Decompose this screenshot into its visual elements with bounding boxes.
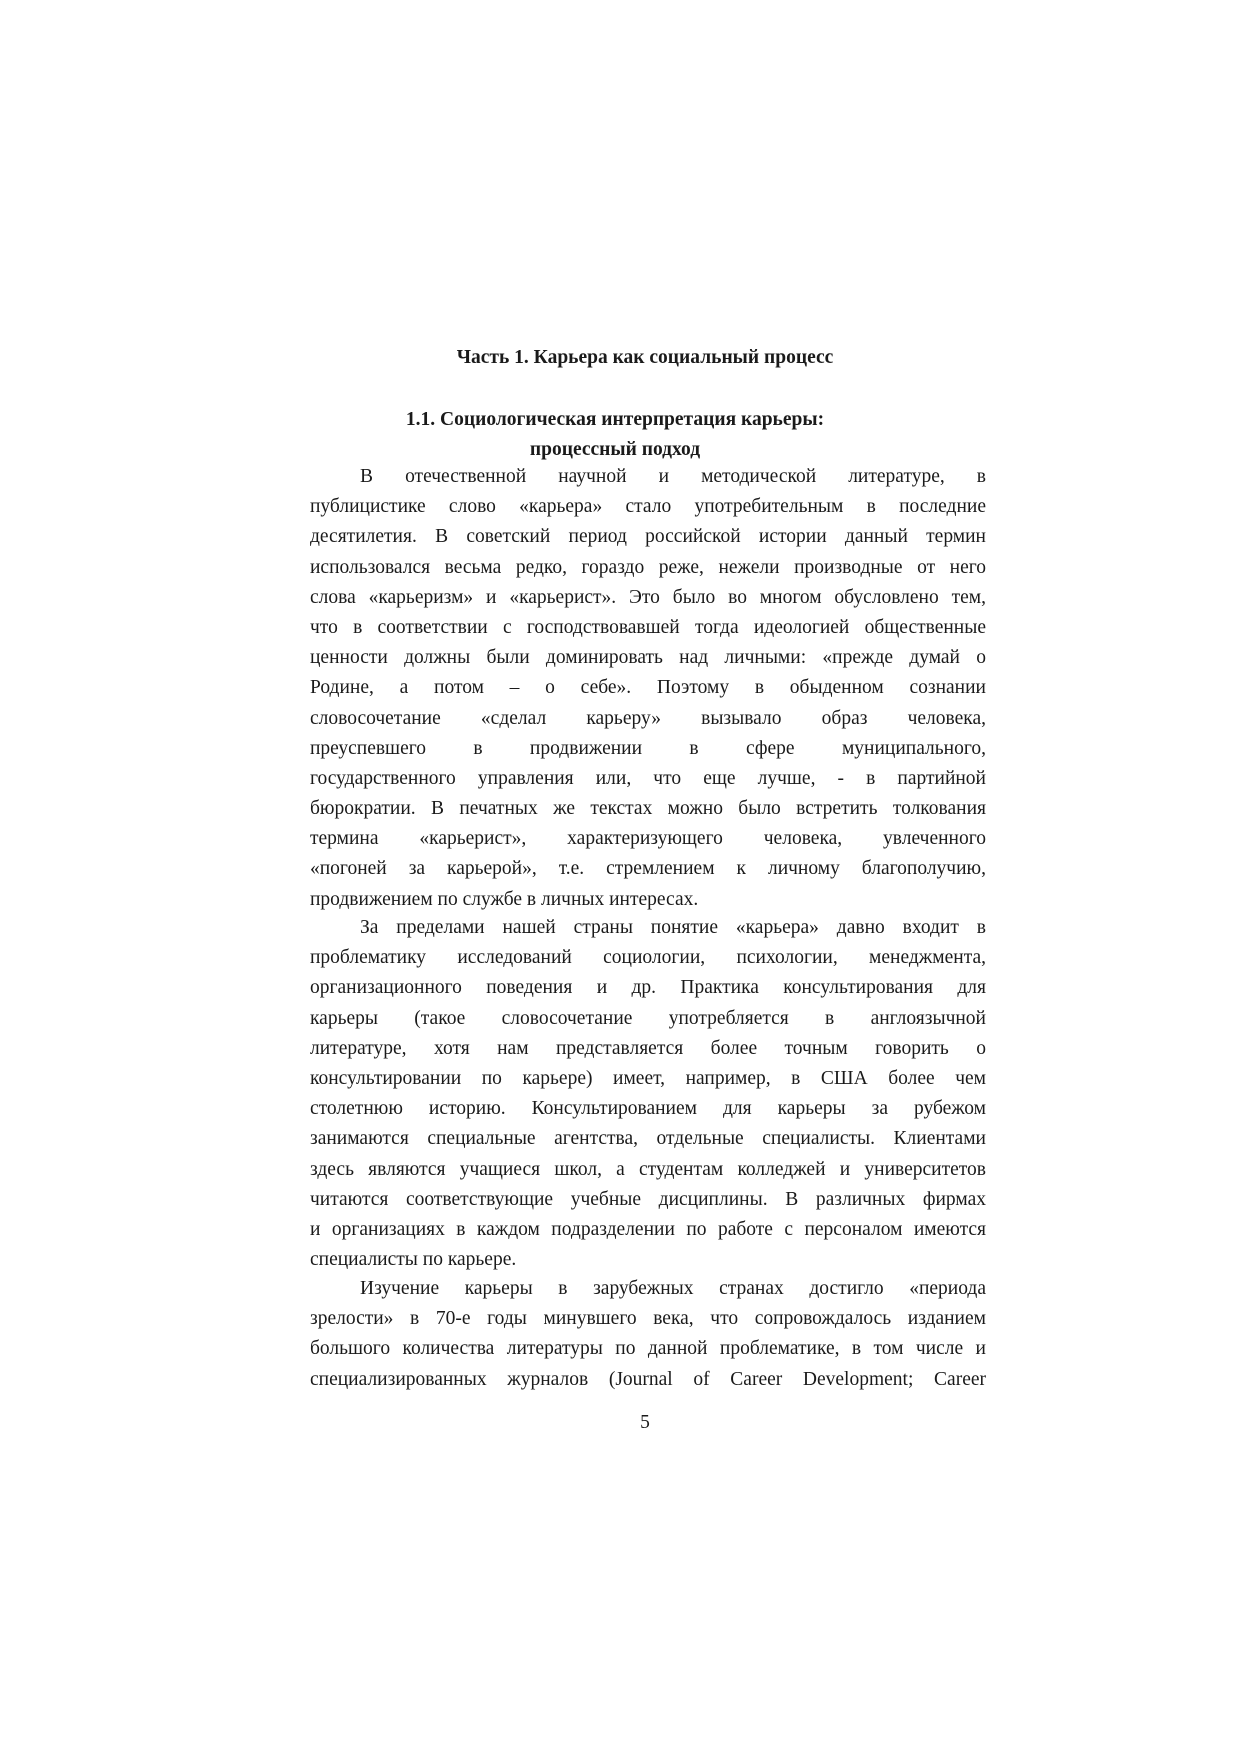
paragraph-line: публицистике слово «карьера» стало употребительным в последние bbox=[310, 496, 986, 518]
paragraph-line: государственного управления или, что еще лучше, - в партийной bbox=[310, 767, 986, 789]
paragraph-line: Изучение карьеры в зарубежных странах достигло «периода bbox=[360, 1278, 986, 1299]
paragraph-line: слова «карьеризм» и «карьерист». Это было во многом обусловлено тем, bbox=[310, 586, 986, 608]
paragraph-line: «погоней за карьерой», т.е. стремлением к личному благополучию, bbox=[310, 858, 986, 880]
paragraph-2 bbox=[310, 913, 986, 1275]
paragraph-line: использовался весьма редко, гораздо реже, нежели производные от него bbox=[310, 556, 986, 578]
page-number: 5 bbox=[640, 1412, 650, 1433]
part-title: Часть 1. Карьера как социальный процесс bbox=[456, 347, 834, 368]
paragraph-line: бюрократии. В печатных же текстах можно было встретить толкования bbox=[310, 798, 986, 820]
section-title bbox=[0, 405, 1230, 465]
paragraph-line: продвижением по службе в личных интересах. bbox=[310, 888, 699, 910]
paragraph-line: специалисты по карьере. bbox=[310, 1249, 517, 1271]
paragraph-line: проблематику исследований социологии, психологии, менеджмента, bbox=[310, 947, 986, 969]
paragraph-line: организационного поведения и др. Практика консультирования для bbox=[310, 977, 986, 999]
paragraph-line: Родине, а потом – о себе». Поэтому в обыденном сознании bbox=[310, 677, 986, 699]
paragraph-line: занимаются специальные агентства, отдельные специалисты. Клиентами bbox=[310, 1128, 986, 1150]
paragraph-line: специализированных журналов (Journal of Career Development; Career bbox=[310, 1368, 986, 1390]
paragraph-line: что в соответствии с господствовавшей тогда идеологией общественные bbox=[310, 616, 986, 638]
paragraph-line: словосочетание «сделал карьеру» вызывало образ человека, bbox=[310, 707, 986, 729]
paragraph-1 bbox=[310, 462, 986, 915]
paragraph-line: здесь являются учащиеся школ, а студентам колледжей и университетов bbox=[310, 1158, 986, 1180]
paragraph-line: консультировании по карьере) имеет, например, в США более чем bbox=[310, 1067, 986, 1089]
section-title-line-1: 1.1. Социологическая интерпретация карьеры: bbox=[405, 409, 825, 430]
paragraph-line: В отечественной научной и методической литературе, в bbox=[360, 466, 986, 487]
paragraph-line: ценности должны были доминировать над личными: «прежде думай о bbox=[310, 647, 986, 669]
paragraph-3 bbox=[310, 1274, 986, 1395]
paragraph-line: десятилетия. В советский период российской истории данный термин bbox=[310, 526, 986, 548]
paragraph-line: За пределами нашей страны понятие «карьера» давно входит в bbox=[360, 917, 986, 938]
paragraph-line: читаются соответствующие учебные дисциплины. В различных фирмах bbox=[310, 1188, 986, 1210]
paragraph-line: карьеры (такое словосочетание употребляется в англоязычной bbox=[310, 1007, 986, 1029]
paragraph-line: преуспевшего в продвижении в сфере муниципального, bbox=[310, 737, 986, 759]
paragraph-line: столетнюю историю. Консультированием для карьеры за рубежом bbox=[310, 1098, 986, 1120]
paragraph-line: большого количества литературы по данной проблематике, в том числе и bbox=[310, 1338, 986, 1360]
paragraph-line: зрелости» в 70-е годы минувшего века, что сопровождалось изданием bbox=[310, 1308, 986, 1330]
section-title-line-2: процессный подход bbox=[529, 439, 701, 460]
paragraph-line: литературе, хотя нам представляется более точным говорить о bbox=[310, 1037, 986, 1059]
paragraph-line: и организациях в каждом подразделении по работе с персоналом имеются bbox=[310, 1218, 986, 1240]
paragraph-line: термина «карьерист», характеризующего человека, увлеченного bbox=[310, 828, 986, 850]
